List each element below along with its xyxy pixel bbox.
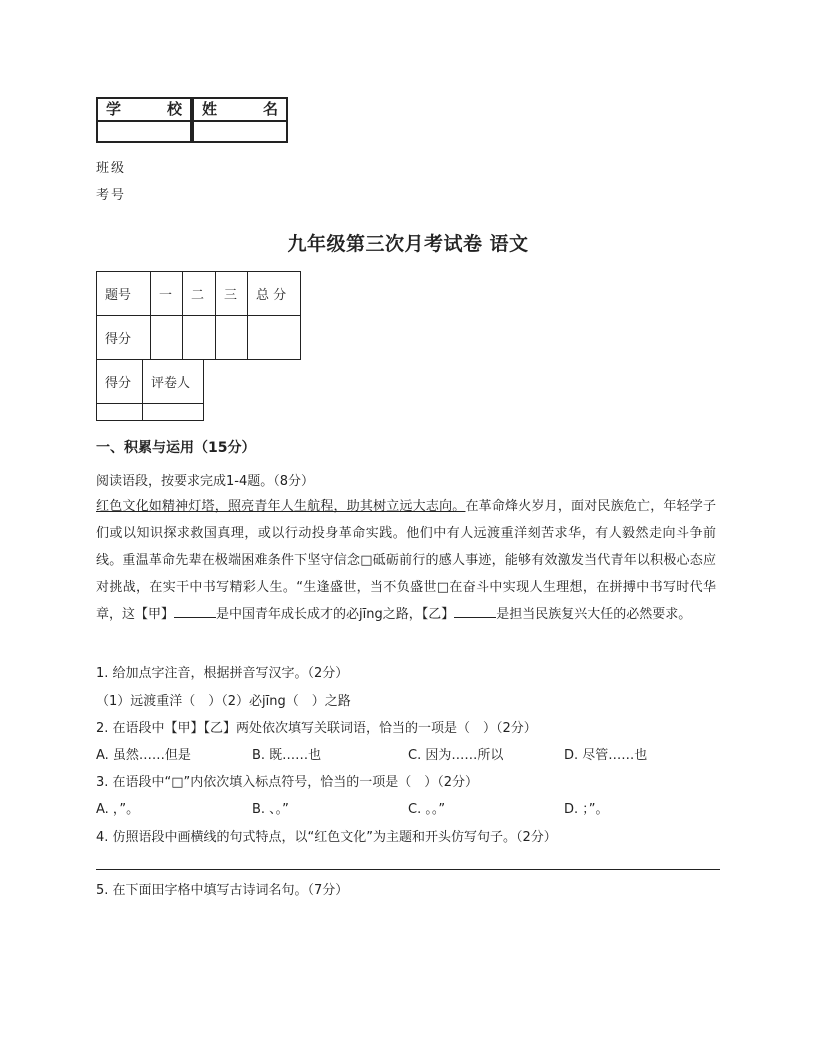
- class-label: 班级: [96, 161, 127, 176]
- underlined-sentence: 红色文化如精神灯塔，照亮青年人生航程，助其树立远大志向。: [96, 499, 466, 514]
- score-header-cell: 总 分: [248, 272, 301, 316]
- passage-text: 在革命烽火岁月，面对民族危亡，年轻学子们或以知识探求救国真理，或以行动投身革命实践。他们中有人远渡重洋刻苦求华，有人毅然走向斗争前线。重温革命先辈在极端困难条件下坚守信念□砥砺前行的感人事迹，能够有效激发当代青年以积极心态应对挑战，在实干中书写精彩人生。“生逢盛世，当不负盛世□在奋斗中实现人生理想，在拼搏中书写时代华章，这【甲】: [96, 499, 716, 622]
- score-input-cell[interactable]: [248, 316, 301, 360]
- grader-input-cell[interactable]: [97, 404, 143, 421]
- q3-option-a[interactable]: A. ，”。: [96, 802, 140, 817]
- score-header-cell: 一: [151, 272, 183, 316]
- exam-no-label: 考号: [96, 188, 127, 203]
- grader-header-cell: 得分: [97, 360, 143, 404]
- question-3: 3. 在语段中“□”内依次填入标点符号，恰当的一项是（ ）（2分）: [96, 775, 479, 790]
- question-2: 2. 在语段中【甲】【乙】两处依次填写关联词语，恰当的一项是（ ）（2分）: [96, 721, 537, 736]
- q3-option-d[interactable]: D. ；”。: [564, 802, 609, 817]
- q3-option-b[interactable]: B. 、。”: [252, 802, 289, 817]
- q3-option-c[interactable]: C. 。。”: [408, 802, 446, 817]
- passage-text-mid: 是中国青年成长成才的必jīng之路，【乙】: [216, 607, 455, 622]
- score-row-label: 得分: [97, 316, 151, 360]
- name-label-left: 姓: [202, 100, 218, 118]
- blank-jia[interactable]: [174, 605, 216, 618]
- q2-option-c[interactable]: C. 因为……所以: [408, 748, 504, 763]
- grader-header-cell: 评卷人: [143, 360, 204, 404]
- q2-option-b[interactable]: B. 既……也: [252, 748, 322, 763]
- school-label-right: 校: [166, 100, 182, 118]
- blank-yi[interactable]: [454, 605, 496, 618]
- question-1-sub: （1）远渡重洋（ ）（2）必jīng（ ）之路: [96, 694, 351, 709]
- score-header-cell: 三: [216, 272, 248, 316]
- score-header-cell: 二: [183, 272, 216, 316]
- answer-line[interactable]: [96, 869, 720, 870]
- grader-input-cell[interactable]: [143, 404, 204, 421]
- intro-text: 阅读语段，按要求完成1-4题。（8分）: [96, 474, 315, 489]
- score-input-cell[interactable]: [183, 316, 216, 360]
- page-title: 九年级第三次月考试卷 语文: [287, 233, 529, 255]
- school-label-left: 学: [106, 100, 122, 118]
- question-5: 5. 在下面田字格中填写古诗词名句。（7分）: [96, 883, 349, 898]
- score-header-cell: 题号: [97, 272, 151, 316]
- score-input-cell[interactable]: [151, 316, 183, 360]
- school-box: [96, 97, 192, 143]
- reading-passage: [96, 493, 716, 628]
- name-box: [192, 97, 288, 143]
- question-1: 1. 给加点字注音，根据拼音写汉字。（2分）: [96, 666, 349, 681]
- score-input-cell[interactable]: [216, 316, 248, 360]
- q2-option-d[interactable]: D. 尽管……也: [564, 748, 648, 763]
- section-heading: 一、积累与运用（15分）: [96, 440, 256, 456]
- score-table: [96, 271, 301, 360]
- question-4: 4. 仿照语段中画横线的句式特点，以“红色文化”为主题和开头仿写句子。（2分）: [96, 830, 557, 845]
- grader-table: [96, 359, 204, 421]
- passage-text-end: 是担当民族复兴大任的必然要求。: [496, 607, 692, 622]
- q2-option-a[interactable]: A. 虽然……但是: [96, 748, 191, 763]
- name-label-right: 名: [262, 100, 278, 118]
